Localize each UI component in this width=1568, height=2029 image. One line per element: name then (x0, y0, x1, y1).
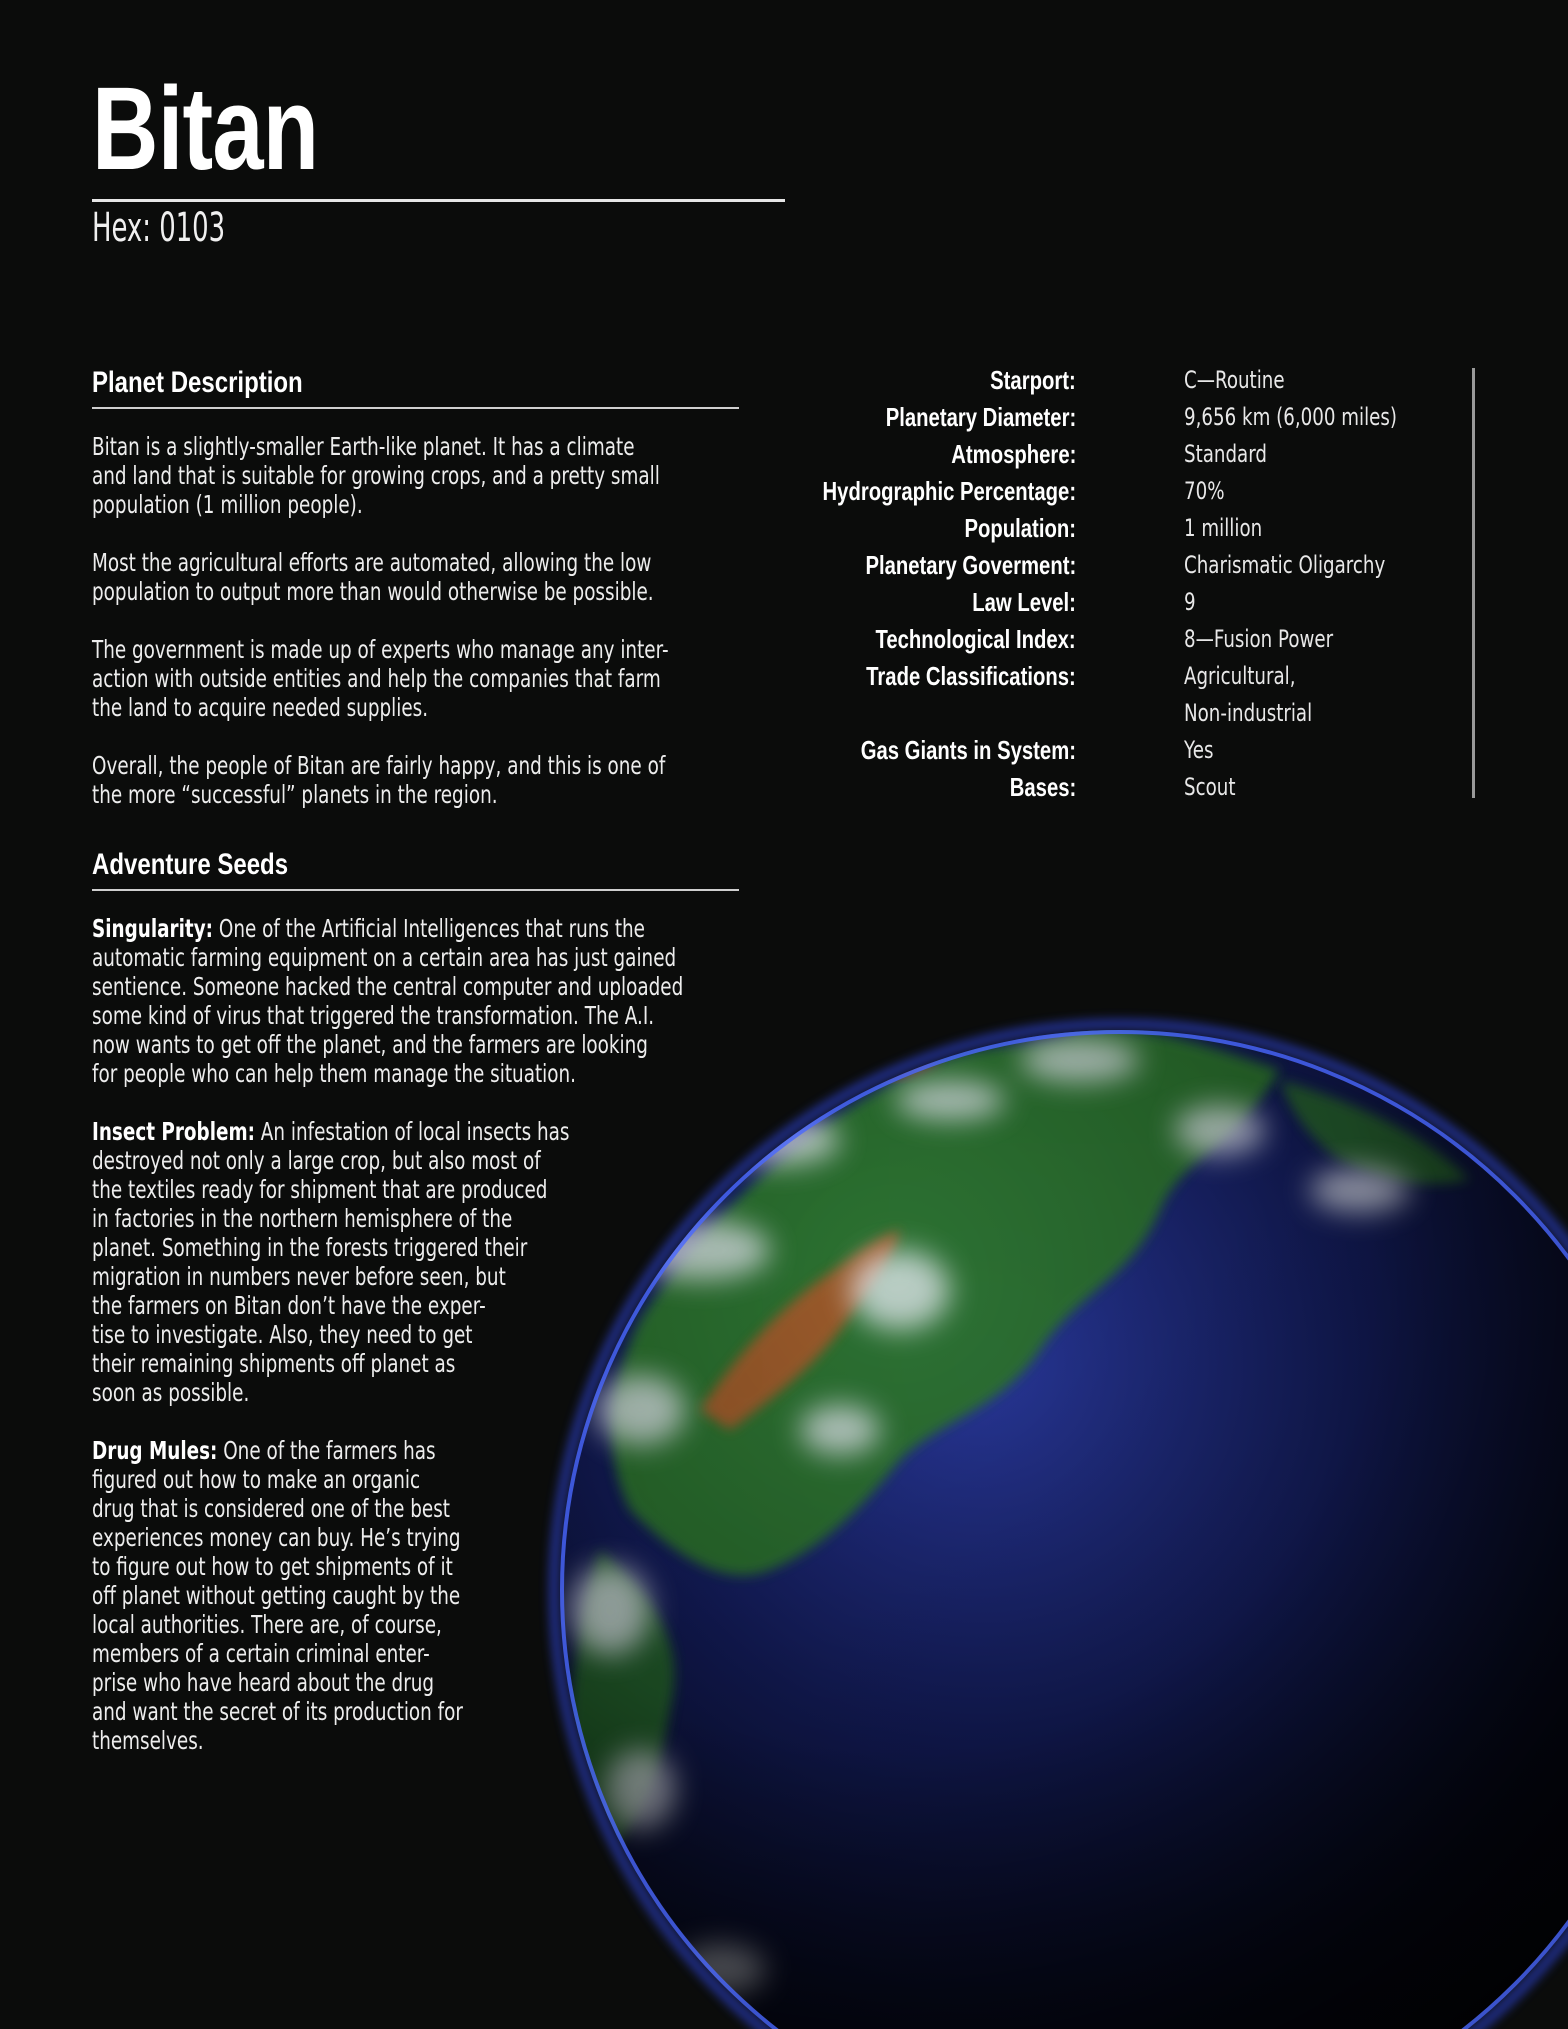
stat-population (840, 510, 1480, 547)
stat-value: Scout (1184, 773, 1236, 801)
stat-label: Bases: (1009, 772, 1076, 802)
stat-label: Planetary Goverment: (865, 550, 1076, 580)
stat-law-level (840, 584, 1480, 621)
stat-value: Agricultural, Non-industrial (1184, 662, 1313, 727)
stat-bases (840, 769, 1480, 806)
stat-value: 70% (1184, 477, 1225, 505)
planet-description-body (92, 432, 745, 809)
stat-value: 9,656 km (6,000 miles) (1184, 403, 1398, 431)
stat-hydrographic-percentage (822, 473, 1480, 510)
planet-stats (822, 362, 1480, 806)
stat-label: Law Level: (972, 587, 1076, 617)
seed-text: One of the Artificial Intelligences that runs the automatic farming equipment on a certain area has just gained sentience. Someone hacked the central computer and uploaded some kind of virus that triggered the transformation. The A.I. now wants to get off the planet, and the farmers are looking for people who can help them manage the situation. (92, 914, 684, 1088)
seed-title: Insect Problem: (92, 1117, 255, 1146)
stat-label: Technological Index: (875, 624, 1076, 654)
stat-value: Charismatic Oligarchy (1184, 551, 1386, 579)
stat-value: C—Routine (1184, 366, 1285, 394)
seed-text: One of the farmers has figured out how to make an organic drug that is considered one of the best experiences money can buy. He’s trying to figure out how to get shipments of it off planet without getting caught by the local authorities. There are, of course, members of a certain criminal enter- prise who have heard about the drug and want the secret of its production for themselves. (92, 1436, 463, 1755)
stat-value: 9 (1184, 588, 1196, 616)
planet-description-divider (92, 407, 739, 409)
adventure-seeds-body (92, 914, 745, 1755)
description-paragraph: The government is made up of experts who manage any inter- action with outside entities and help the companies that farm the land to acquire needed supplies. (92, 635, 669, 722)
stat-label: Population: (964, 513, 1076, 543)
stat-label: Planetary Diameter: (885, 402, 1076, 432)
title-divider (92, 199, 785, 202)
stat-label: Gas Giants in System: (860, 735, 1076, 765)
seed-title: Drug Mules: (92, 1436, 218, 1465)
stat-label: Hydrographic Percentage: (822, 476, 1076, 506)
stat-technological-index (840, 621, 1480, 658)
stat-value: Standard (1184, 440, 1267, 468)
stat-atmosphere (840, 436, 1480, 473)
stat-label: Starport: (990, 365, 1076, 395)
stat-label: Atmosphere: (950, 439, 1076, 469)
stat-planetary-diameter (840, 399, 1480, 436)
page-title: Bitan (92, 63, 319, 195)
adventure-seeds-heading: Adventure Seeds (92, 848, 289, 881)
description-paragraph: Most the agricultural efforts are automated, allowing the low population to output more than would otherwise be possible. (92, 548, 654, 606)
adventure-seeds-divider (92, 889, 739, 891)
stat-starport (840, 362, 1480, 399)
stat-planetary-government (840, 547, 1480, 584)
seed-drug-mules (92, 1436, 745, 1755)
stat-gas-giants (840, 732, 1480, 769)
planet-description-heading: Planet Description (92, 366, 303, 399)
stat-trade-classifications (840, 658, 1480, 732)
seed-text: An infestation of local insects has destroyed not only a large crop, but also most of the textiles ready for shipment that are produced in factories in the northern hemisphere of the planet. Something in the forests triggered their migration in numbers never before seen, but the farmers on Bitan don’t have the exper- tise to investigate. Also, they need to get their remaining shipments off planet as soon as possible. (92, 1117, 570, 1407)
hex-code: Hex: 0103 (92, 205, 226, 251)
seed-insect-problem (92, 1117, 745, 1407)
description-paragraph: Overall, the people of Bitan are fairly happy, and this is one of the more “successful” planets in the region. (92, 751, 666, 809)
seed-title: Singularity: (92, 914, 214, 943)
stat-value: Yes (1184, 736, 1214, 764)
stat-value: 1 million (1184, 514, 1263, 542)
stats-divider (1472, 368, 1475, 798)
stat-value: 8—Fusion Power (1184, 625, 1334, 653)
seed-singularity (92, 914, 745, 1088)
stat-label: Trade Classifications: (866, 661, 1076, 691)
description-paragraph: Bitan is a slightly-smaller Earth-like planet. It has a climate and land that is suitable for growing crops, and a pretty small population (1 million people). (92, 432, 660, 519)
